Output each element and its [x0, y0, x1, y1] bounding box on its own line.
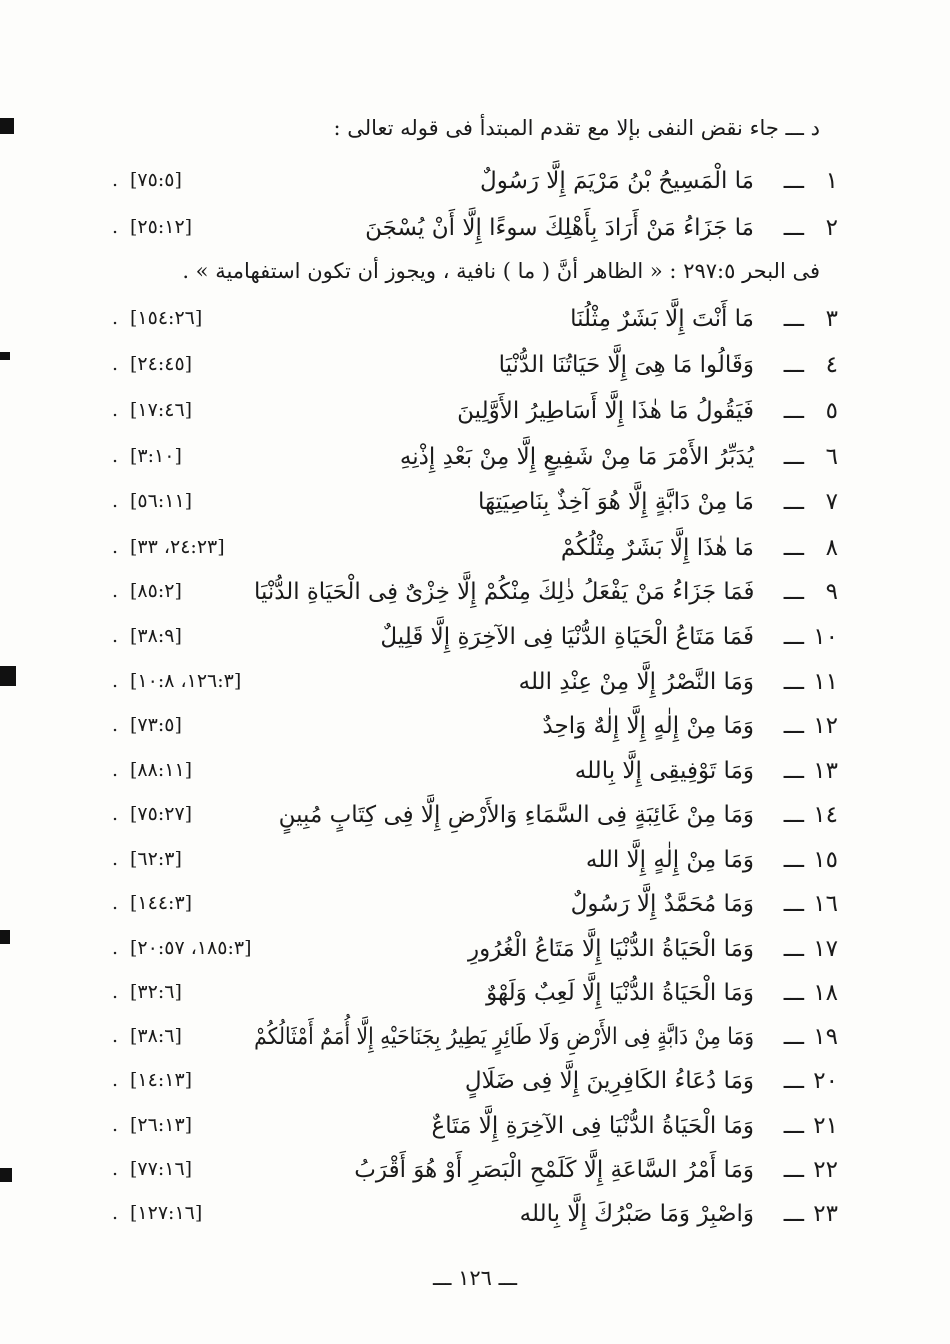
verse-row: [112, 215, 838, 255]
verse-row: [112, 713, 838, 753]
verse-number: ١٠: [813, 624, 838, 650]
verse-end-dot: .: [112, 445, 119, 467]
verse-reference: [٧٥:٥]: [130, 169, 182, 191]
verse-row: [112, 168, 838, 208]
verse-dash: ـــ: [783, 168, 804, 194]
verse-number: ٨: [825, 535, 838, 561]
verse-number: ١٩: [813, 1024, 838, 1050]
verse-number: ١٢: [813, 713, 838, 739]
verse-end-dot: .: [112, 353, 119, 375]
verse-dash: ـــ: [783, 847, 804, 873]
verse-reference: [٦٢:٣]: [130, 848, 182, 870]
verse-reference: [٥٦:١١]: [130, 490, 193, 512]
verse-row: [112, 306, 838, 346]
page-number: ـــ ١٢٦ ـــ: [432, 1266, 518, 1290]
verse-text: وَمَا الْحَيَاةُ الدُّنْيَا إِلَّا لَعِبٌ وَلَهْوٌ: [486, 980, 754, 1006]
verse-dash: ـــ: [783, 1157, 804, 1183]
verse-reference: [٣٨:٦]: [130, 1025, 182, 1047]
verse-reference: [١٧:٤٦]: [130, 399, 193, 421]
verse-number: ١٥: [813, 847, 838, 873]
verse-end-dot: .: [112, 1158, 119, 1180]
verse-row: [112, 624, 838, 664]
verse-row: [112, 398, 838, 438]
verse-number: ٢١: [813, 1113, 838, 1139]
scan-edge-mark: [0, 666, 16, 686]
verse-end-dot: .: [112, 307, 119, 329]
verse-text: وَقَالُوا مَا هِىَ إِلَّا حَيَاتُنَا الدُّنْيَا: [498, 352, 754, 378]
verse-end-dot: .: [112, 759, 119, 781]
verse-dash: ـــ: [783, 1113, 804, 1139]
verse-end-dot: .: [112, 1069, 119, 1091]
verse-end-dot: .: [112, 1025, 119, 1047]
verse-number: ٢٣: [813, 1201, 838, 1227]
verse-row: [112, 669, 838, 709]
tafsir-note: فى البحر ٢٩٧:٥ : « الظاهر أنَّ ( ما ) نافية ، ويجوز أن تكون استفهامية » .: [182, 259, 820, 283]
scan-edge-mark: [0, 1168, 12, 1182]
verse-row: [112, 802, 838, 842]
verse-end-dot: .: [112, 803, 119, 825]
verse-reference: [٢٤:٤٥]: [130, 353, 193, 375]
verse-dash: ـــ: [783, 489, 804, 515]
verse-number: ٥: [825, 398, 838, 424]
verse-row: [112, 847, 838, 887]
scan-edge-mark: [0, 352, 10, 360]
verse-text: مَا جَزَاءُ مَنْ أَرَادَ بِأَهْلِكَ سوءًا إِلَّا أَنْ يُسْجَنَ: [365, 215, 754, 241]
verse-reference: [٧٧:١٦]: [130, 1158, 193, 1180]
verse-number: ٢٠: [813, 1068, 838, 1094]
verse-reference: [٣٨:٩]: [130, 625, 182, 647]
verse-dash: ـــ: [783, 980, 804, 1006]
verse-dash: ـــ: [783, 802, 804, 828]
verse-text: وَمَا النَّصْرُ إِلَّا مِنْ عِنْدِ الله: [518, 669, 754, 695]
verse-number: ٢٢: [813, 1157, 838, 1183]
verse-reference: [٣:١٠]: [130, 445, 182, 467]
verse-dash: ـــ: [783, 624, 804, 650]
scan-edge-mark: [0, 118, 14, 134]
verse-text: وَمَا مِنْ غَائِبَةٍ فِى السَّمَاءِ وَالأَرْضِ إِلَّا فِى كِتَابٍ مُبِينٍ: [278, 802, 754, 828]
verse-dash: ـــ: [783, 713, 804, 739]
verse-end-dot: .: [112, 169, 119, 191]
verse-end-dot: .: [112, 981, 119, 1003]
verse-dash: ـــ: [783, 398, 804, 424]
verse-number: ١٦: [813, 891, 838, 917]
verse-reference: [١٥٤:٢٦]: [130, 307, 203, 329]
verse-row: [112, 1068, 838, 1108]
verse-text: فَيَقُولُ مَا هٰذَا إِلَّا أَسَاطِيرُ الأَوَّلِينَ: [457, 398, 754, 424]
verse-text: مَا أَنْتَ إِلَّا بَشَرٌ مِثْلُنَا: [570, 306, 754, 332]
verse-end-dot: .: [112, 1114, 119, 1136]
verse-row: [112, 980, 838, 1020]
verse-text: فَمَا مَتَاعُ الْحَيَاةِ الدُّنْيَا فِى الآخِرَةِ إِلَّا قَلِيلٌ: [380, 624, 754, 650]
verse-text: وَمَا مِنْ إِلٰهٍ إِلَّا إِلٰهٌ وَاحِدٌ: [542, 713, 754, 739]
verse-number: ١: [825, 168, 838, 194]
verse-dash: ـــ: [783, 1068, 804, 1094]
verse-row: [112, 1113, 838, 1153]
verse-dash: ـــ: [783, 758, 804, 784]
verse-dash: ـــ: [783, 215, 804, 241]
verse-end-dot: .: [112, 848, 119, 870]
verse-text: فَمَا جَزَاءُ مَنْ يَفْعَلُ ذٰلِكَ مِنْكُمْ إِلَّا خِزْىٌ فِى الْحَيَاةِ الدُّنْيَا: [253, 579, 754, 605]
verse-number: ٧: [825, 489, 838, 515]
verse-row: [112, 1024, 838, 1064]
verse-dash: ـــ: [783, 306, 804, 332]
verse-row: [112, 579, 838, 619]
section-heading: د ـــ جاء نقض النفى بإلا مع تقدم المبتدأ فى قوله تعالى :: [333, 116, 820, 140]
verse-text: وَمَا الْحَيَاةُ الدُّنْيَا فِى الآخِرَةِ إِلَّا مَتَاعٌ: [431, 1113, 754, 1139]
verse-text: وَمَا مُحَمَّدٌ إِلَّا رَسُولٌ: [570, 891, 754, 917]
verse-number: ٦: [825, 444, 838, 470]
verse-row: [112, 352, 838, 392]
verse-dash: ـــ: [783, 1201, 804, 1227]
verse-text: مَا مِنْ دَابَّةٍ إِلَّا هُوَ آخِذٌ بِنَاصِيَتِهَا: [478, 489, 754, 515]
scan-edge-mark: [0, 930, 10, 944]
verse-text: وَمَا أَمْرُ السَّاعَةِ إِلَّا كَلَمْحِ الْبَصَرِ أَوْ هُوَ أَقْرَبُ: [354, 1157, 754, 1183]
verse-end-dot: .: [112, 536, 119, 558]
verse-row: [112, 444, 838, 484]
verse-number: ١١: [813, 669, 838, 695]
verse-number: ١٧: [813, 936, 838, 962]
verse-number: ٢: [825, 215, 838, 241]
verse-dash: ـــ: [783, 669, 804, 695]
verse-end-dot: .: [112, 937, 119, 959]
verse-dash: ـــ: [783, 891, 804, 917]
verse-reference: [٣٢:٦]: [130, 981, 182, 1003]
verse-end-dot: .: [112, 892, 119, 914]
verse-end-dot: .: [112, 625, 119, 647]
verse-row: [112, 758, 838, 798]
verse-dash: ـــ: [783, 1024, 804, 1050]
verse-dash: ـــ: [783, 444, 804, 470]
verse-number: ٤: [825, 352, 838, 378]
verse-end-dot: .: [112, 714, 119, 736]
verse-end-dot: .: [112, 670, 119, 692]
verse-dash: ـــ: [783, 535, 804, 561]
verse-reference: [٢٦:١٣]: [130, 1114, 193, 1136]
verse-text: وَمَا تَوْفِيقِى إِلَّا بِالله: [574, 758, 754, 784]
verse-reference: [٧٣:٥]: [130, 714, 182, 736]
verse-reference: [٨٨:١١]: [130, 759, 193, 781]
verse-reference: [٢٤:٢٣، ٣٣]: [130, 536, 225, 558]
verse-end-dot: .: [112, 1202, 119, 1224]
verse-reference: [١٨٥:٣، ٢٠:٥٧]: [130, 937, 252, 959]
verse-number: ٣: [825, 306, 838, 332]
verse-end-dot: .: [112, 399, 119, 421]
verse-reference: [٨٥:٢]: [130, 580, 182, 602]
verse-text: وَمَا الْحَيَاةُ الدُّنْيَا إِلَّا مَتَاعُ الْغُرُورِ: [468, 936, 754, 962]
verse-number: ٩: [825, 579, 838, 605]
verse-dash: ـــ: [783, 352, 804, 378]
verse-row: [112, 1157, 838, 1197]
verse-end-dot: .: [112, 216, 119, 238]
verse-number: ١٤: [813, 802, 838, 828]
verse-row: [112, 489, 838, 529]
verse-row: [112, 1201, 838, 1241]
verse-end-dot: .: [112, 490, 119, 512]
verse-reference: [١٢٦:٣، ١٠:٨]: [130, 670, 242, 692]
verse-text: مَا الْمَسِيحُ بْنُ مَرْيَمَ إِلَّا رَسُولٌ: [480, 168, 754, 194]
verse-text: وَمَا مِنْ دَابَّةٍ فِى الأَرْضِ وَلَا طَائِرٍ يَطِيرُ بِجَنَاحَيْهِ إِلَّا أُمَمٌ أَمْثَالُكُمْ: [254, 1024, 754, 1050]
verse-text: وَاصْبِرْ وَمَا صَبْرُكَ إِلَّا بِالله: [519, 1201, 754, 1227]
verse-reference: [٧٥:٢٧]: [130, 803, 193, 825]
verse-text: يُدَبِّرُ الأَمْرَ مَا مِنْ شَفِيعٍ إِلَّا مِنْ بَعْدِ إِذْنِهِ: [399, 444, 754, 470]
verse-reference: [١٤٤:٣]: [130, 892, 193, 914]
verse-end-dot: .: [112, 580, 119, 602]
verse-text: مَا هٰذَا إِلَّا بَشَرٌ مِثْلُكُمْ: [560, 535, 754, 561]
verse-reference: [١٢٧:١٦]: [130, 1202, 203, 1224]
verse-row: [112, 891, 838, 931]
verse-row: [112, 535, 838, 575]
verse-number: ١٨: [813, 980, 838, 1006]
verse-text: وَمَا مِنْ إِلٰهٍ إِلَّا الله: [585, 847, 754, 873]
verse-reference: [١٤:١٣]: [130, 1069, 193, 1091]
verse-row: [112, 936, 838, 976]
verse-number: ١٣: [813, 758, 838, 784]
verse-text: وَمَا دُعَاءُ الكَافِرِينَ إِلَّا فِى ضَلَالٍ: [464, 1068, 754, 1094]
verse-dash: ـــ: [783, 936, 804, 962]
verse-reference: [٢٥:١٢]: [130, 216, 193, 238]
verse-dash: ـــ: [783, 579, 804, 605]
